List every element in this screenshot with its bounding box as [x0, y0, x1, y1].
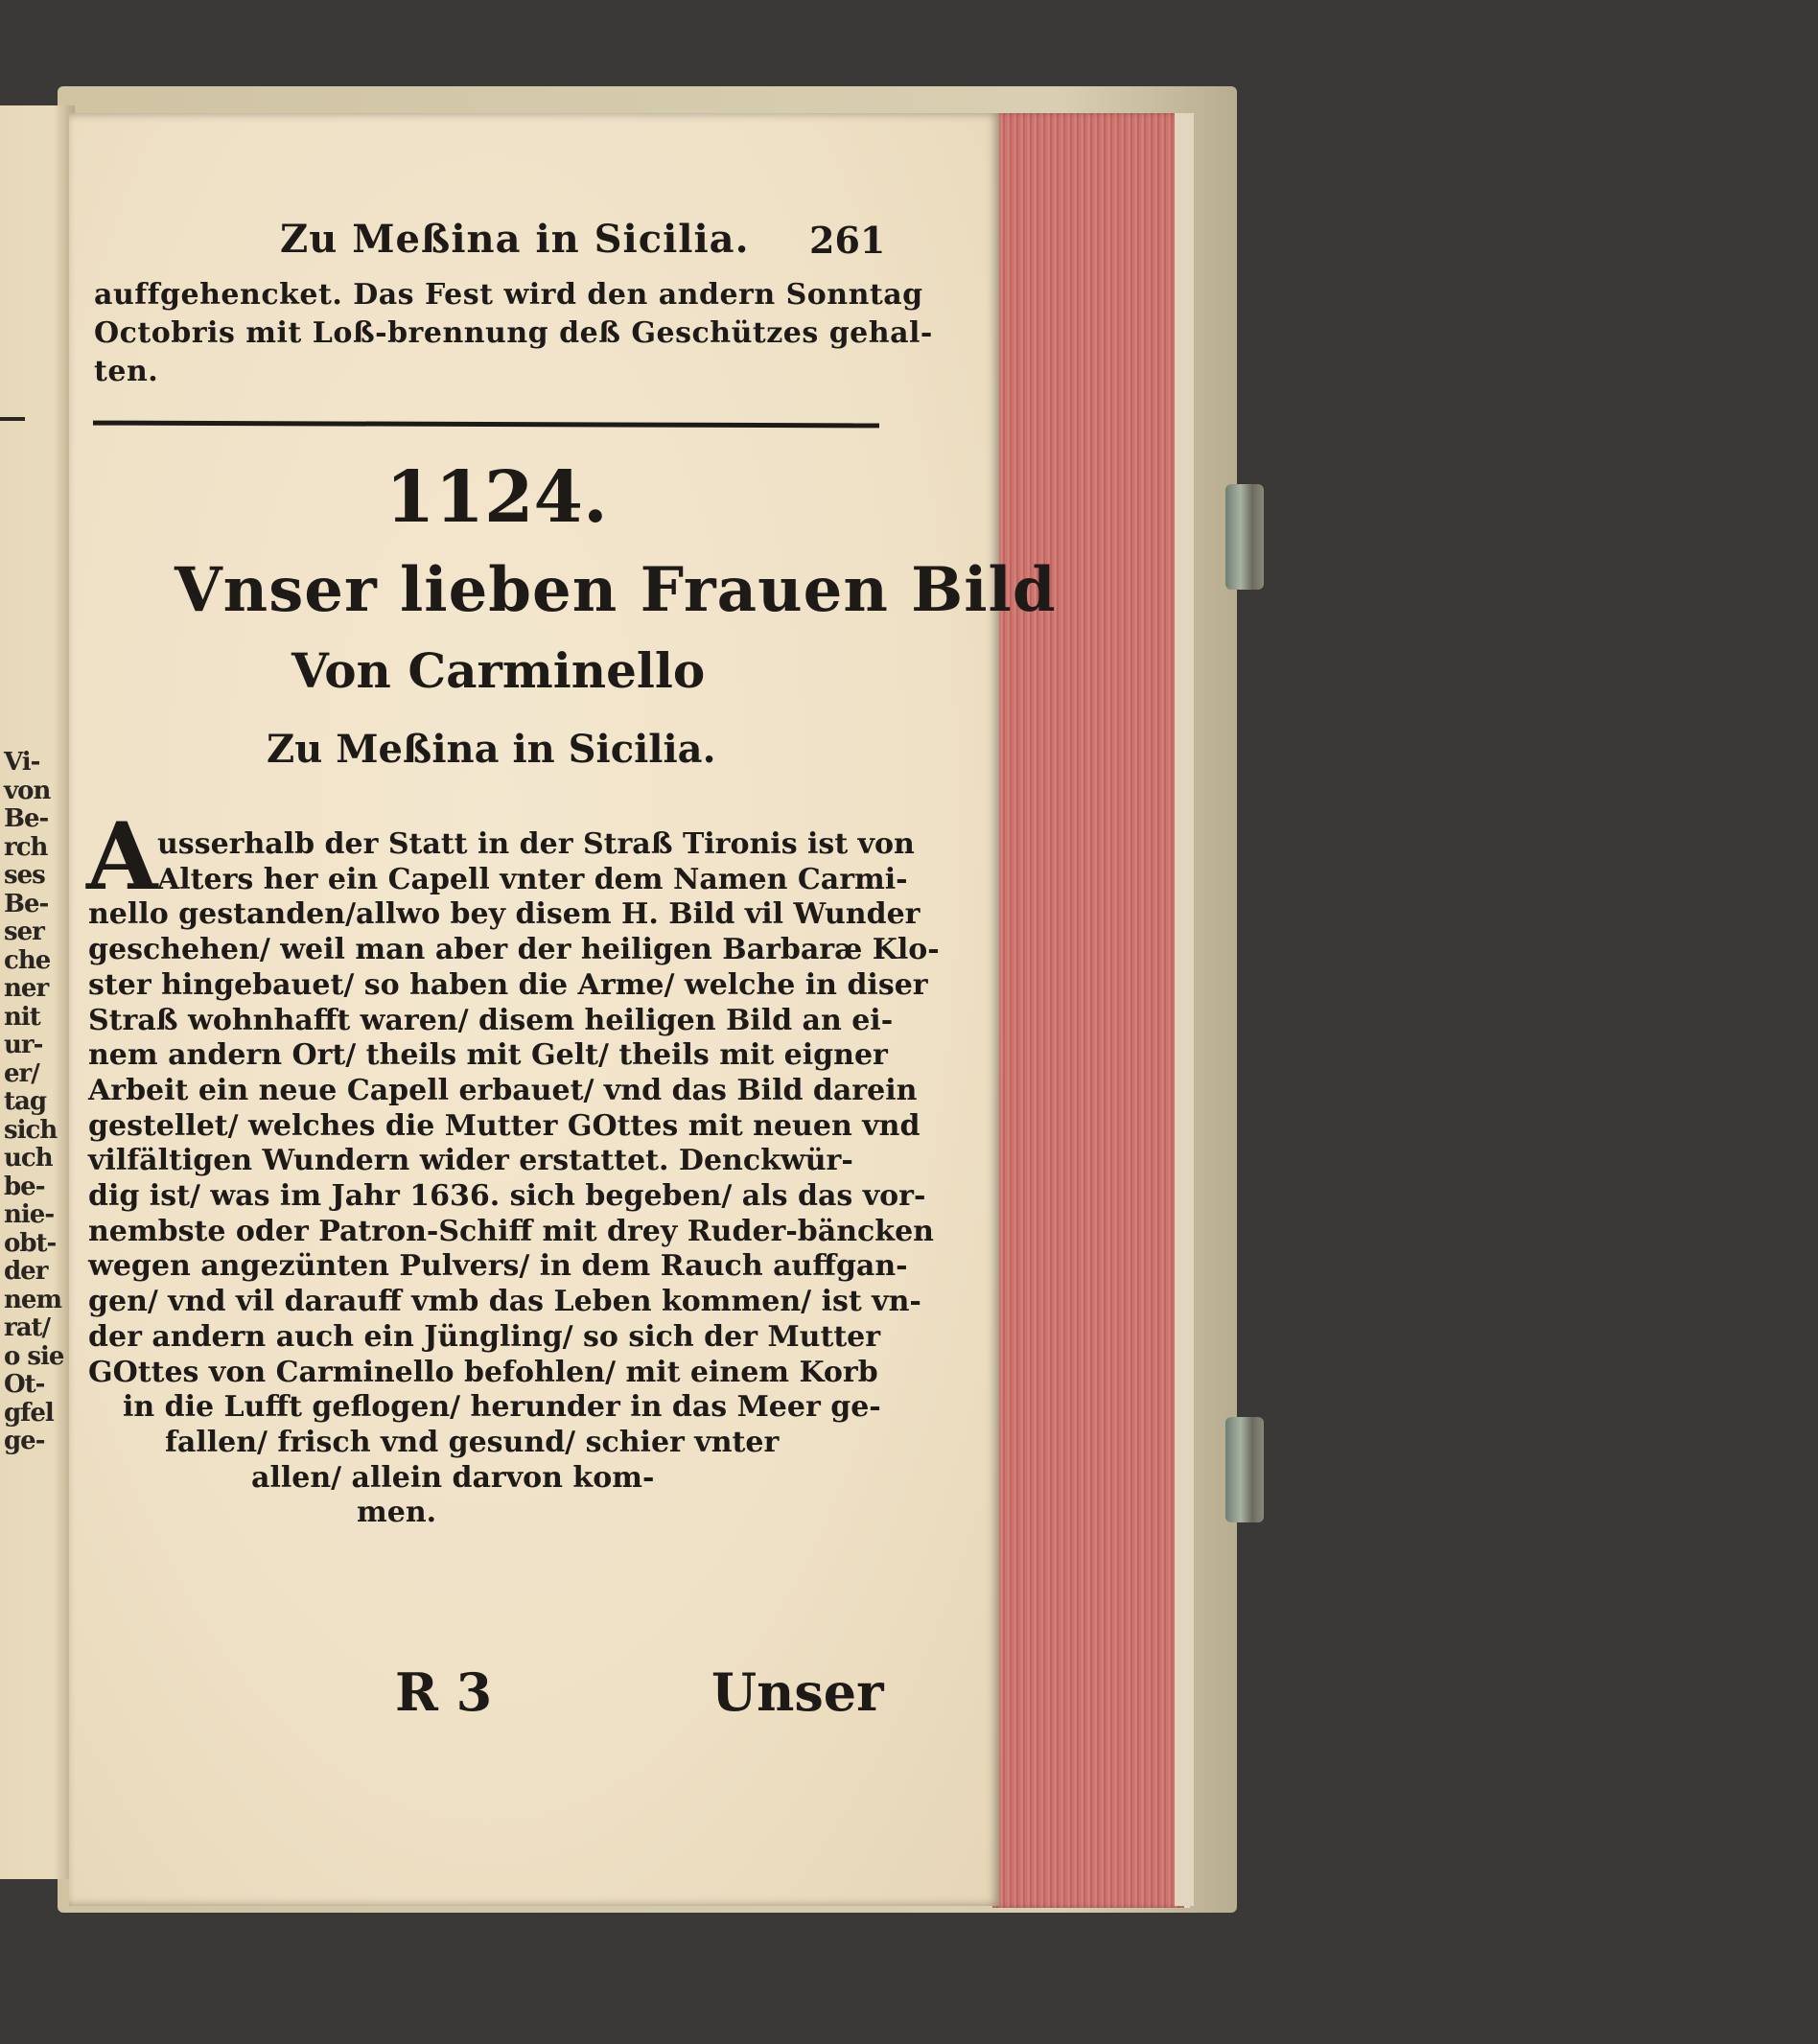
left-page-fragment: ser	[4, 917, 44, 946]
right-page	[69, 113, 1057, 1906]
body-line: allen/ allein darvon kom-	[251, 1460, 655, 1495]
left-page-fragment: von	[4, 776, 51, 805]
continuation-line: Octobris mit Loß-brennung deß Geschützes gehal-	[94, 316, 933, 350]
body-line: usserhalb der Statt in der Straß Tironis ist von	[157, 827, 915, 861]
left-page-fragment: rat/	[4, 1313, 51, 1342]
left-page-fragment: Vi-	[4, 748, 40, 777]
left-page-fragment: be-	[4, 1172, 45, 1201]
left-page-fragment: Ot-	[4, 1370, 45, 1399]
catchword: Unser	[711, 1661, 884, 1723]
body-line: nello gestanden/allwo bey disem H. Bild vil Wunder	[88, 897, 921, 932]
left-page-fragment: ner	[4, 974, 49, 1003]
left-page-fragment: Be-	[4, 889, 49, 918]
body-line: gestellet/ welches die Mutter GOttes mit neuen vnd	[88, 1108, 921, 1143]
body-line: men.	[357, 1496, 437, 1530]
title-line-3: Zu Meßina in Sicilia.	[267, 727, 716, 772]
body-line: ster hingebauet/ so haben die Arme/ welche in diser	[88, 967, 928, 1002]
left-page-rule	[0, 417, 25, 421]
left-page-fragment: ses	[4, 861, 45, 890]
body-line: Alters her ein Capell vnter dem Namen Carmi-	[157, 862, 908, 896]
left-page-fragment: nem	[4, 1285, 61, 1314]
left-page-fragment: uch	[4, 1144, 53, 1173]
body-line: geschehen/ weil man aber der heiligen Barbaræ Klo-	[88, 933, 940, 967]
drop-cap: A	[86, 802, 158, 911]
body-line: fallen/ frisch vnd gesund/ schier vnter	[165, 1425, 780, 1459]
left-page-fragment: o sie	[4, 1341, 64, 1371]
left-page-fragment: rch	[4, 832, 48, 862]
body-line: nem andern Ort/ theils mit Gelt/ theils mit eigner	[88, 1038, 888, 1073]
left-page-fragment: obt-	[4, 1228, 57, 1258]
lower-clasp-hinge	[1225, 1417, 1264, 1522]
left-page-fragment: er/	[4, 1058, 39, 1088]
body-line: dig ist/ was im Jahr 1636. sich begeben/ als das vor-	[88, 1179, 926, 1213]
body-line: Straß wohnhafft waren/ disem heiligen Bild an ei-	[88, 1003, 894, 1037]
body-line: wegen angezünten Pulvers/ in dem Rauch auffgan-	[88, 1249, 908, 1284]
continuation-line: auffgehencket. Das Fest wird den andern Sonntag	[94, 278, 923, 312]
page-edge-inner	[1175, 113, 1194, 1906]
title-line-1: Vnser lieben Frauen Bild	[175, 554, 1057, 626]
body-line: vilfältigen Wundern wider erstattet. Denckwür-	[88, 1144, 853, 1178]
signature-mark: R 3	[395, 1661, 493, 1723]
title-line-2: Von Carminello	[291, 642, 706, 699]
running-head: Zu Meßina in Sicilia.	[280, 217, 750, 262]
body-line: der andern auch ein Jüngling/ so sich der Mutter	[88, 1319, 881, 1354]
left-page-strip	[0, 105, 75, 1879]
left-page-fragment: nie-	[4, 1200, 55, 1229]
left-page-fragment: nit	[4, 1002, 40, 1032]
body-line: gen/ vnd vil darauff vmb das Leben kommen/ ist vn-	[88, 1285, 921, 1319]
left-page-fragment: ur-	[4, 1031, 43, 1059]
left-page-fragment: gfel	[4, 1398, 54, 1428]
upper-clasp-hinge	[1225, 484, 1264, 590]
page-number: 261	[809, 219, 886, 262]
left-page-fragment: der	[4, 1257, 48, 1286]
body-line: GOttes von Carminello befohlen/ mit einem Korb	[88, 1355, 878, 1389]
body-line: in die Lufft geflogen/ herunder in das Meer ge-	[123, 1390, 881, 1425]
section-rule	[93, 421, 879, 429]
left-page-fragment: che	[4, 945, 51, 975]
page-edges	[992, 113, 1190, 1908]
entry-number: 1124.	[385, 456, 608, 539]
left-page-fragment: Be-	[4, 804, 49, 833]
left-page-fragment: tag	[4, 1087, 47, 1116]
left-page-fragment: ge-	[4, 1427, 45, 1455]
body-line: Arbeit ein neue Capell erbauet/ vnd das Bild darein	[88, 1073, 918, 1107]
body-line: nembste oder Patron-Schiff mit drey Ruder-bäncken	[88, 1214, 934, 1248]
continuation-line: ten.	[94, 355, 159, 388]
left-page-fragment: sich	[4, 1115, 58, 1145]
